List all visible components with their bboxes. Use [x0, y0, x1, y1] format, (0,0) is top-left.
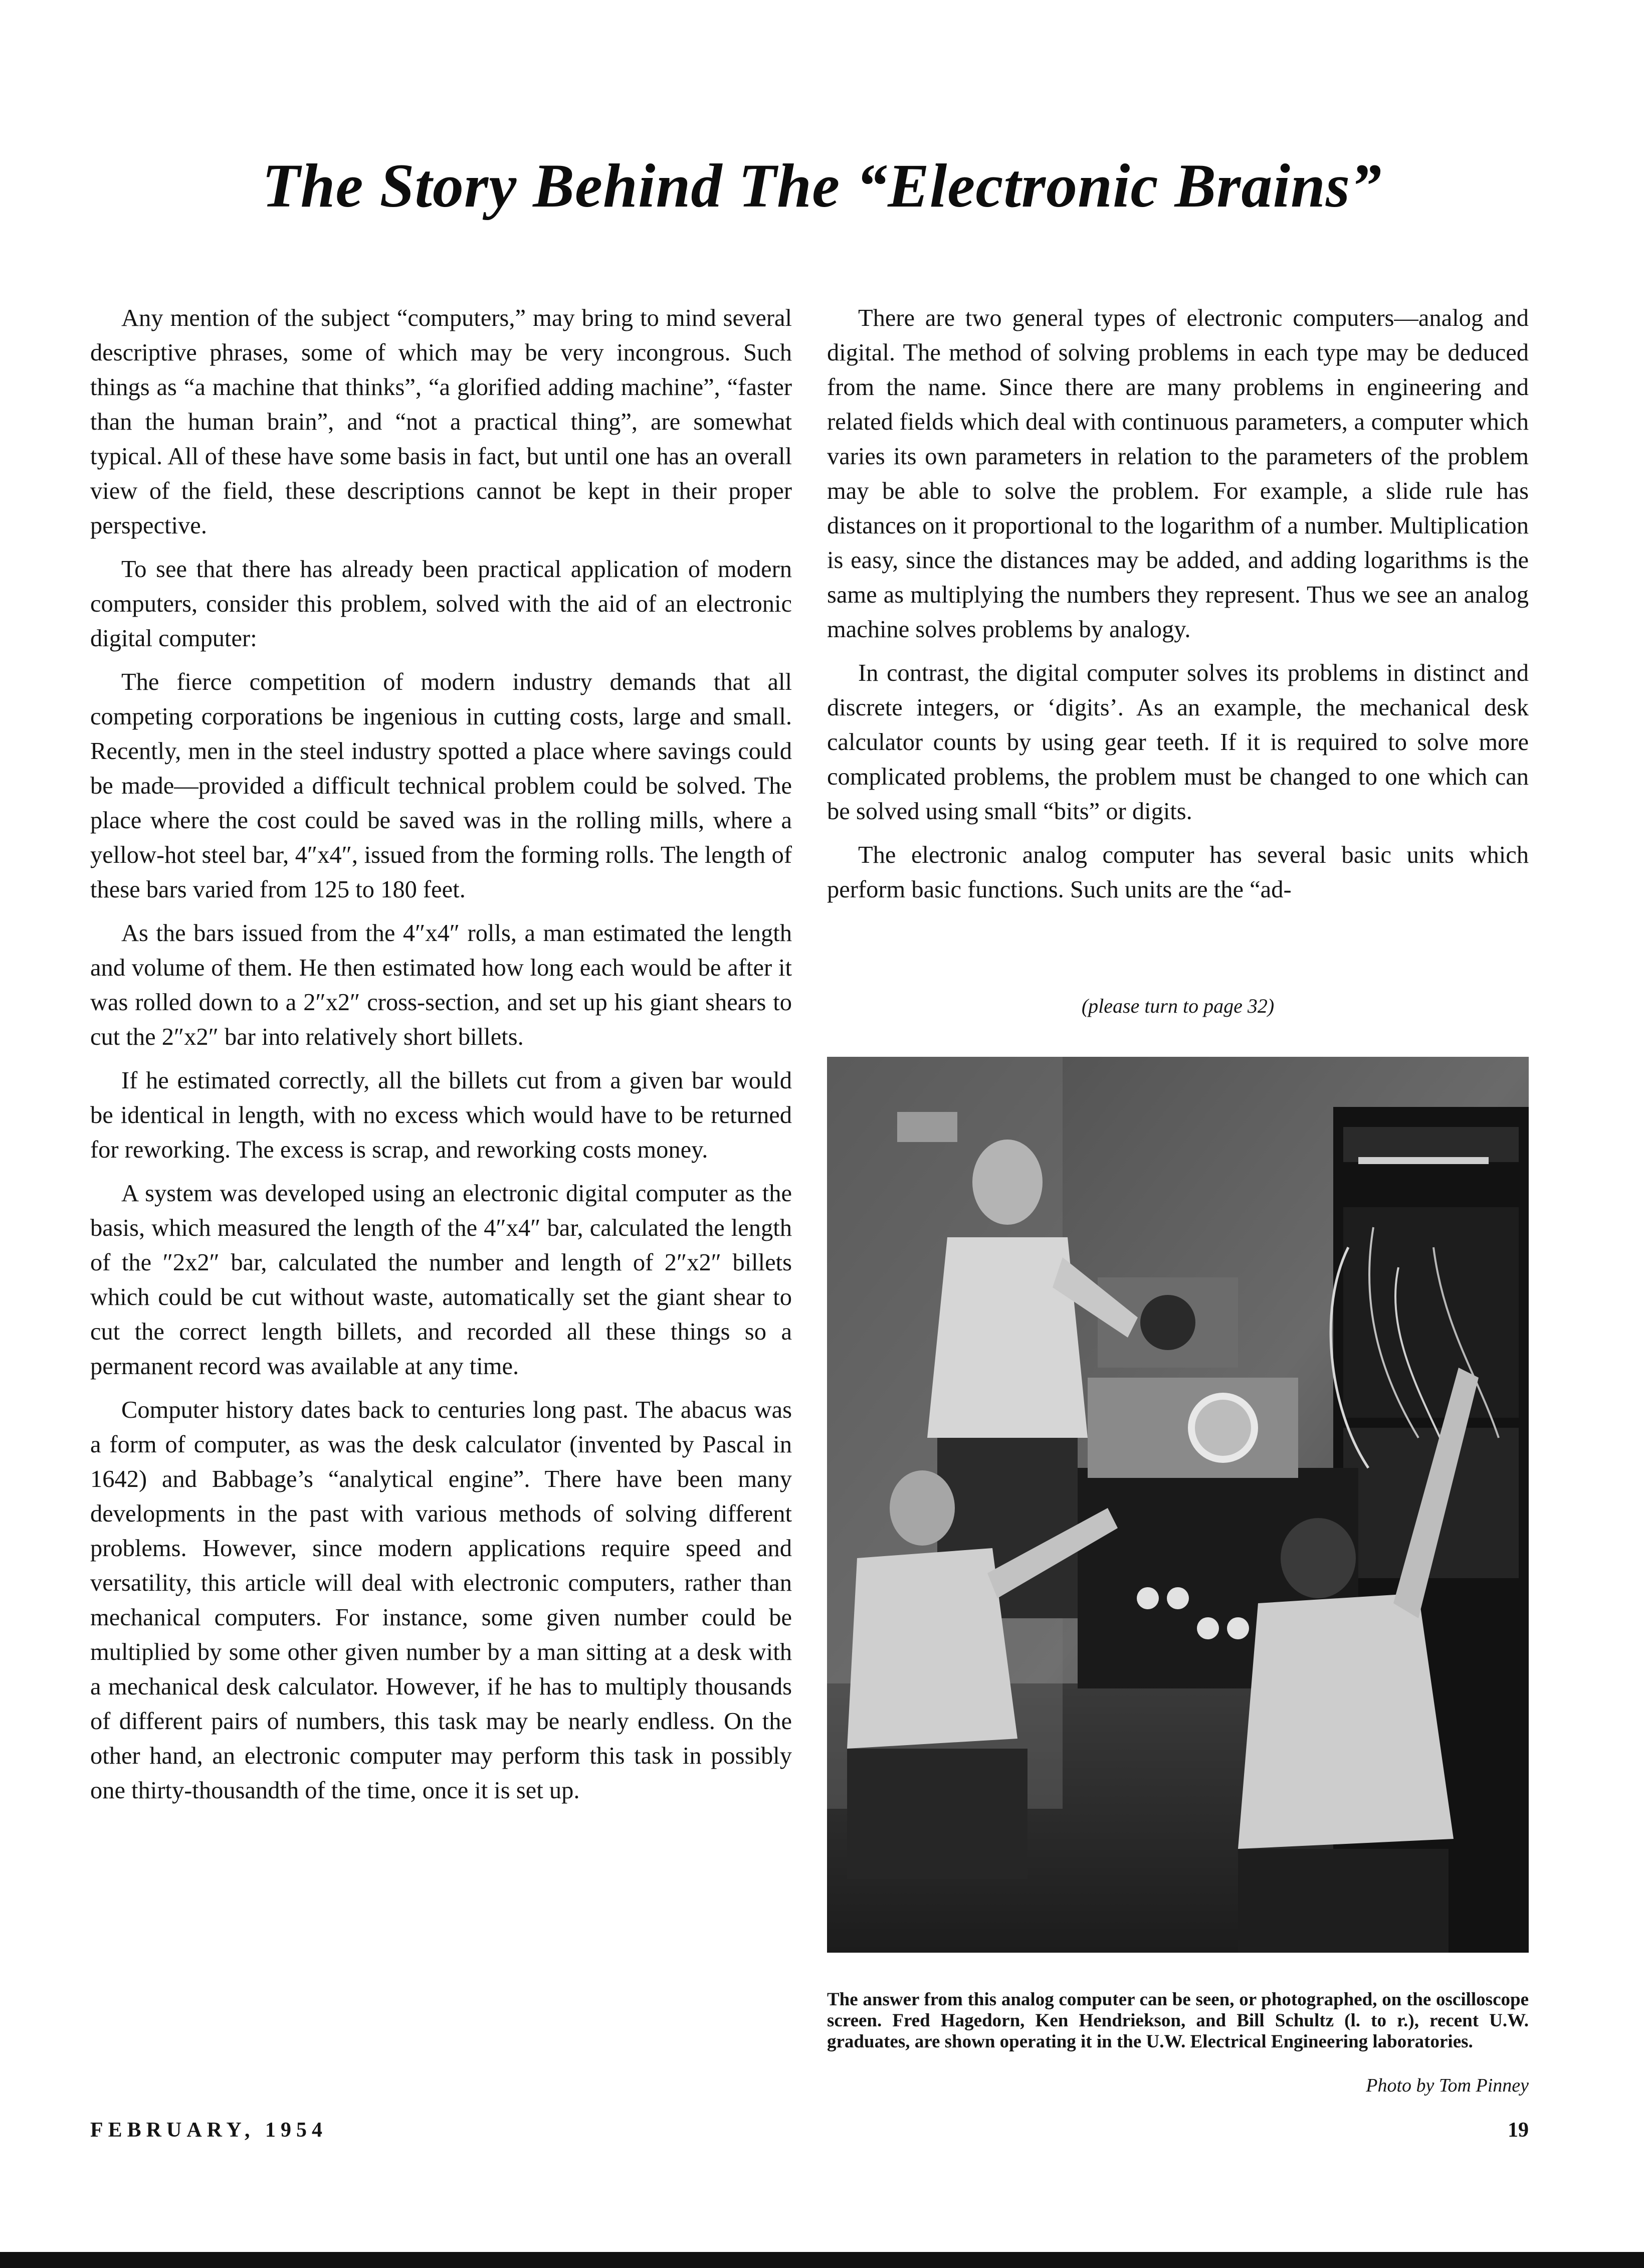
- lab-photo: [827, 1057, 1529, 1953]
- paragraph: To see that there has already been practical application of modern computers, consider this problem, solved with the aid of an electronic digital computer:: [90, 556, 792, 652]
- photo-credit: Photo by Tom Pinney: [1366, 2075, 1529, 2096]
- page-number: 19: [1508, 2119, 1529, 2142]
- photo-caption: The answer from this analog computer can be seen, or photographed, on the oscilloscope screen. Fred Hagedorn, Ken Hendriekson, and Bill Schultz (l. to r.), recent U.W. graduates, are shown operating it in the U.W. Electrical Engineering laboratories.: [827, 1989, 1529, 2052]
- paragraph: There are two general types of electronic computers—analog and digital. The method of solving problems in each type may be deduced from the name. Since there are many problems in engineering and related fields which deal with continuous parameters, a computer which varies its own parameters in relation to the parameters of the problem may be able to solve the problem. For example, a slide rule has distances on it proportional to the logarithm of a number. Multiplication is easy, since the distances may be added, and adding logarithms is the same as multiplying the numbers they represent. Thus we see an analog machine solves problems by analogy.: [827, 305, 1529, 643]
- article-title: The Story Behind The “Electronic Brains”: [262, 151, 1382, 220]
- continuation-note: (please turn to page 32): [1081, 995, 1275, 1017]
- paragraph: The electronic analog computer has several basic units which perform basic functions. Such units are the “ad-: [827, 842, 1529, 903]
- paragraph: A system was developed using an electronic digital computer as the basis, which measured the length of the 4″x4″ bar, calculated the length of the ″2x2″ bar, calculated the number and length of 2″x2″ billets which could be cut without waste, automatically set the giant shear to cut the correct length billets, and recorded all these things so a permanent record was available at any time.: [90, 1180, 792, 1380]
- paragraph: The fierce competition of modern industry demands that all competing corporations be ingenious in cutting costs, large and small. Recently, men in the steel industry spotted a place where savings could be made—provided a difficult technical problem could be solved. The place where the cost could be saved was in the rolling mills, where a yellow-hot steel bar, 4″x4″, issued from the forming rolls. The length of these bars varied from 125 to 180 feet.: [90, 669, 792, 903]
- right-column: [827, 301, 1529, 916]
- paragraph: If he estimated correctly, all the billets cut from a given bar would be identical in length, with no excess which would have to be returned for reworking. The excess is scrap, and reworking costs money.: [90, 1067, 792, 1163]
- paragraph: Any mention of the subject “computers,” may bring to mind several descriptive phrases, some of which may be very incongrous. Such things as “a machine that thinks”, “a glorified adding machine”, “faster than the human brain”, and “not a practical thing”, are somewhat typical. All of these have some basis in fact, but until one has an overall view of the field, these descriptions cannot be kept in their proper perspective.: [90, 305, 792, 539]
- paragraph: In contrast, the digital computer solves its problems in distinct and discrete integers, or ‘digits’. As an example, the mechanical desk calculator counts by using gear teeth. If it is required to solve more complicated problems, the problem must be changed to one which can be solved using small “bits” or digits.: [827, 660, 1529, 825]
- scan-edge-bar: [0, 2252, 1644, 2268]
- analog-computer-photo-illustration: [827, 1057, 1529, 1953]
- footer-date: FEBRUARY, 1954: [90, 2119, 328, 2142]
- paragraph: As the bars issued from the 4″x4″ rolls, a man estimated the length and volume of them. He then estimated how long each would be after it was rolled down to a 2″x2″ cross-section, and set up his giant shears to cut the 2″x2″ bar into relatively short billets.: [90, 920, 792, 1050]
- left-column: [90, 301, 792, 1817]
- paragraph: Computer history dates back to centuries long past. The abacus was a form of computer, as was the desk calculator (invented by Pascal in 1642) and Babbage’s “analytical engine”. There have been many developments in the past with various methods of solving different problems. However, since modern applications require speed and versatility, this article will deal with electronic computers, rather than mechanical computers. For instance, some given number could be multiplied by some other given number by a man sitting at a desk with a mechanical desk calculator. However, if he has to multiply thousands of different pairs of numbers, this task may be nearly endless. On the other hand, an electronic computer may perform this task in possibly one thirty-thousandth of the time, once it is set up.: [90, 1397, 792, 1804]
